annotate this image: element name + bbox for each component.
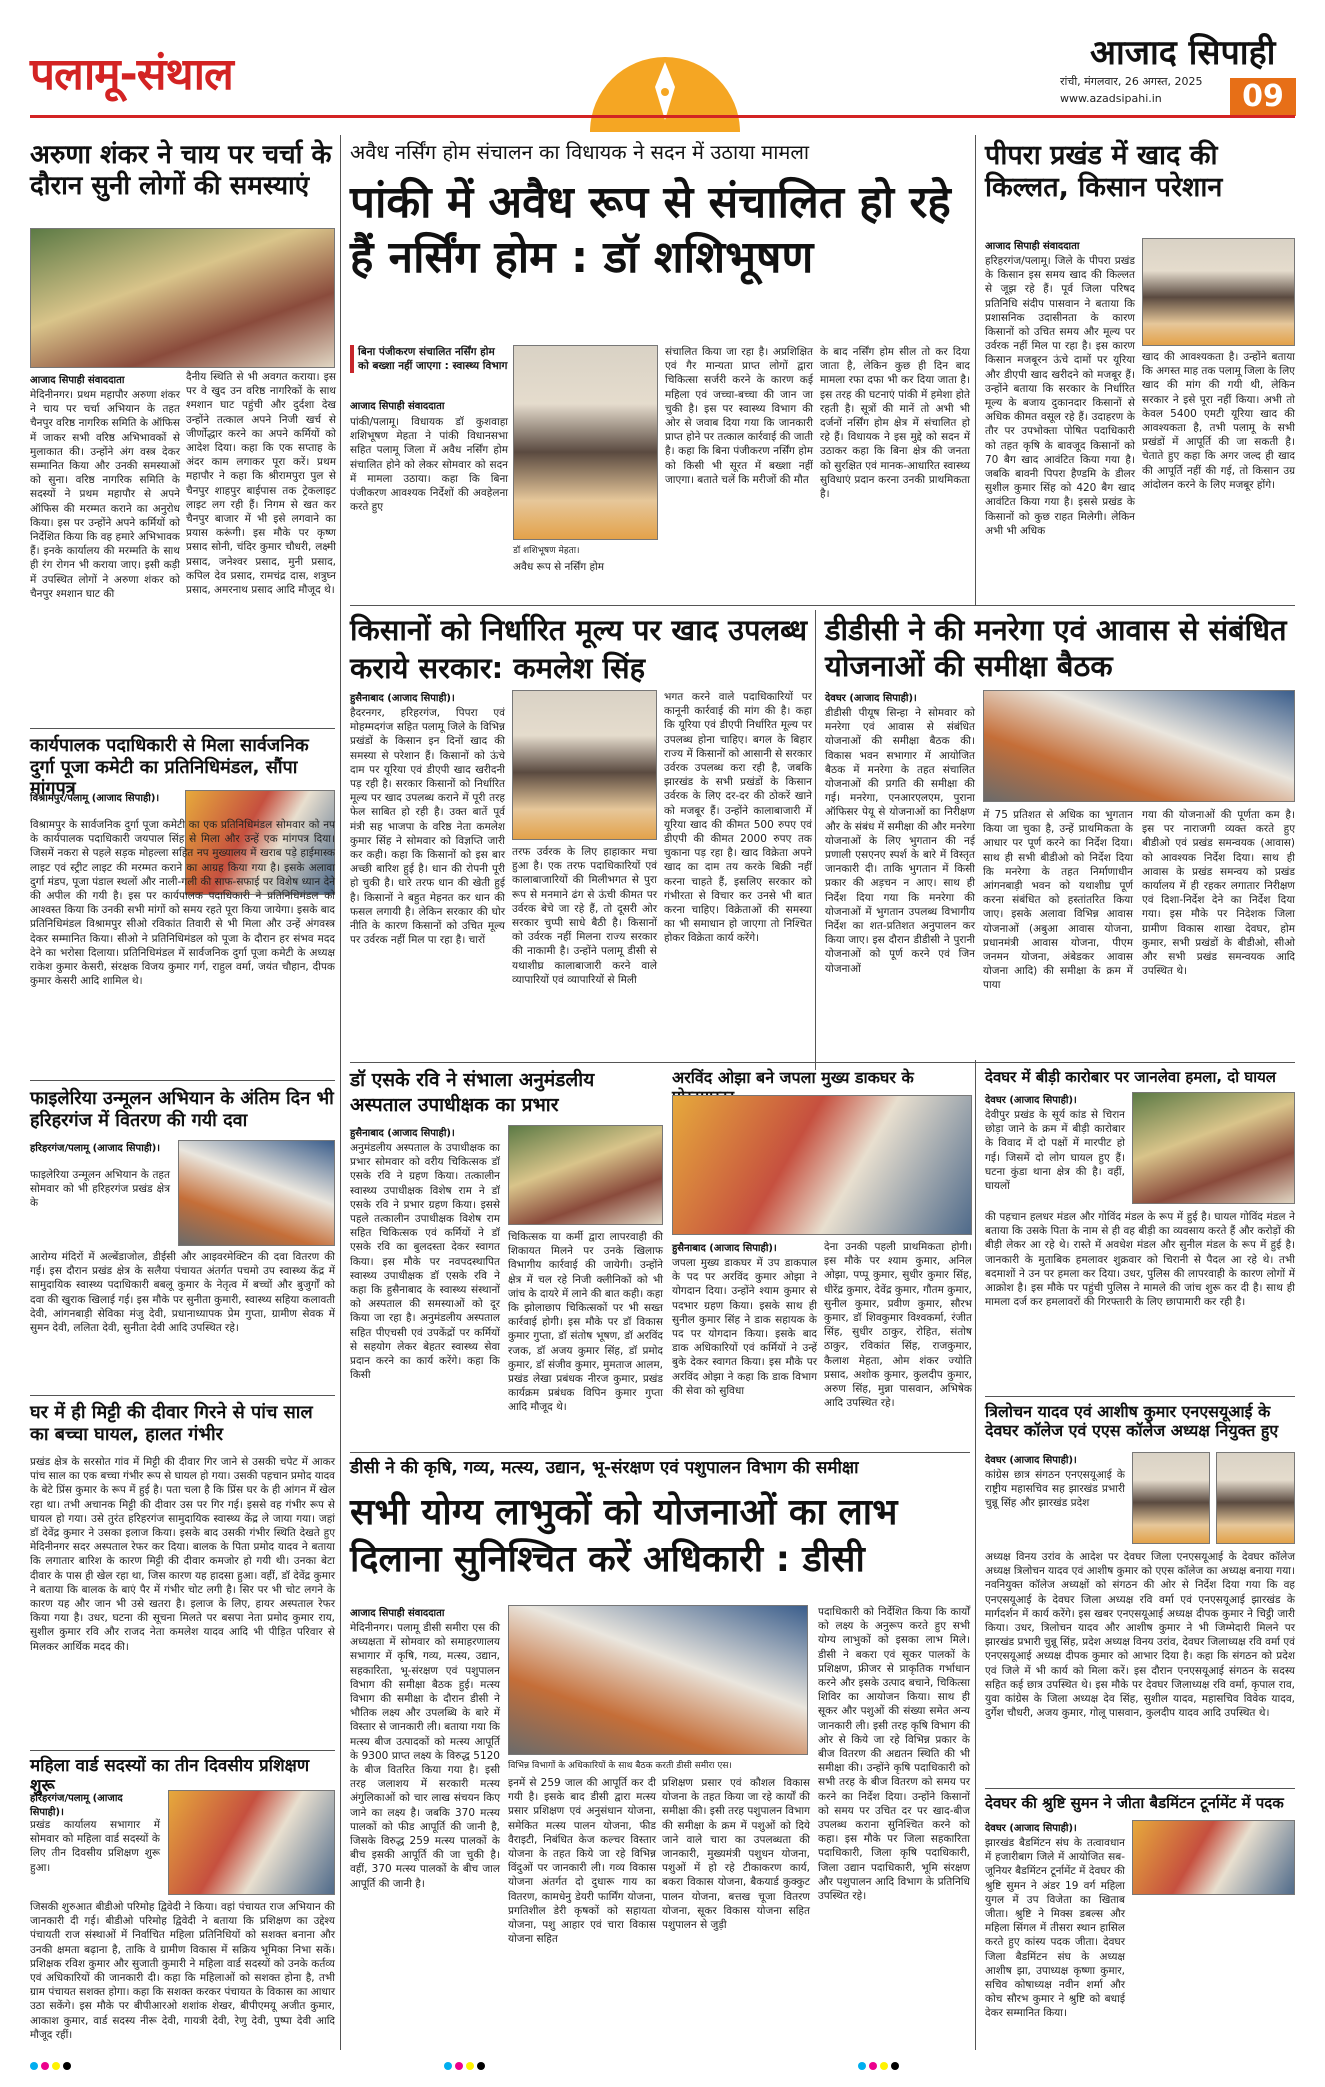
dateline: हरिहरगंज/पलामू (आजाद सिपाही)। (30, 1793, 123, 1818)
news-photo (508, 1125, 663, 1225)
dateline: हुसैनाबाद (आजाद सिपाही)। (672, 1243, 777, 1254)
article-body: दैनीय स्थिति से भी अवगत कराया। इस पर वे खुद उन वरिष्ठ नागरिकों के साथ श्मशान घाट पहुंची और दुर्दशा देख उन्होंने तत्काल अपने निजी खर्च से जीर्णोद्धार करने का अपने कर्मियों को आदेश दिया। कहा कि एक सप्ताह के अंदर काम लगाकर पूरा करें। प्रथम महापौर ने कहा कि श्रीरामपुरा पुल से चैनपुर शाहपुर बाईपास तक ट्रेकलाइट लाइट लग रही हैं। निगम से खत कर चैनपुर बाजार में भी इसे लगवाने का प्रयास करूंगी। इस मौके पर कृष्ण प्रसाद सोनी, चंदिर कुमार चौधरी, लक्ष्मी प्रसाद, जनेश्वर प्रसाद, मुनी प्रसाद, कपिल देव प्रसाद, रामचंद्र दास, शत्रुघ्न प्रसाद, अमरनाथ प्रसाद आदि मौजूद थे। (186, 371, 336, 597)
pull-quote: बिना पंजीकरण संचालित नर्सिंग होम को बख्शा नहीं जाएगा : स्वास्थ्य विभाग (350, 345, 508, 373)
article-body: तरफ उर्वरक के लिए हाहाकार मचा हुआ है। एक तरफ पदाधिकारियों एवं कालाबाजारियों की मिलीभगत से पुरा रूप से मनमाने ढंग से ऊंची कीमत पर उर्वरक बेचे जा रहे हैं, तो दूसरी ओर सरकार चुप्पी साधे बैठी है। किसानों को उर्वरक नहीं मिलना राज्य सरकार की नाकामी है। उन्होंने पलामू डीसी से यथाशीघ्र कालाबाजारी करने वाले व्यापारियों एवं व्यापारियों से मिली (512, 846, 657, 986)
headline: अरविंद ओझा बने जपला मुख्य डाकघर के (672, 1068, 914, 1087)
article-body: अवैध रूप से नर्सिंग होम (513, 561, 605, 573)
article-body: कांग्रेस छात्र संगठन एनएसयूआई के राष्ट्रीय महासचिव सह झारखंड प्रभारी चुन्नू सिंह और झारखंड प्रदेश (985, 1469, 1125, 1510)
article-body: विश्रामपुर के सार्वजनिक दुर्गा पूजा कमेटी का एक प्रतिनिधिमंडल सोमवार को नप के कार्यपालक पदाधिकारी जयपाल सिंह से मिला और उन्हें एक मांगपत्र दिया। जिसमें नकरा से पहले सड़क मोहल्ला सहित नप मुख्यालय में खराब पड़े हाईमास्क लाइट एवं स्ट्रीट लाइट की मरम्मत कराने का आग्रह किया गया है। इसके अलावा दुर्गा मंडप, पूजा पंडाल स्थलों और नाली-गली की साफ-सफाई पर विशेष ध्यान देने की अपील की गयी है। इस पर कार्यपालक पदाधिकारी ने प्रतिनिधिमंडल को आश्वस्त किया कि उनकी सभी मांगों को समय रहते पूरा किया जायेगा। इसके बाद प्रतिनिधिमंडल विश्रामपुर सीओ रविकांत तिवारी से भी मिला और उन्हें अंगवस्त्र देकर सम्मानित किया। सीओ ने प्रतिनिधिमंडल को पूजा के दौरान हर संभव मदद देने का भरोसा दिलाया। प्रतिनिधिमंडल में सार्वजनिक दुर्गा पूजा कमेटी के अध्यक्ष राकेश कुमार केसरी, संरक्षक विजय कुमार गर्ग, राहुल वर्मा, जयंत चौहान, दीपक कुमार केसरी आदि शामिल थे। (30, 819, 335, 988)
article-body: देना उनकी पहली प्राथमिकता होगी। इस मौके पर श्याम कुमार, अनिल ओझा, पप्पू कुमार, सुधीर कुमार सिंह, धीरेंद्र कुमार, देवेंद्र कुमार, गौतम कुमार, सुनील कुमार, प्रवीण कुमार, सौरभ कुमार, डॉ शिवकुमार विश्वकर्मा, रंजीत सिंह, सुधीर ठाकुर, रोहित, संतोष ठाकुर, रविकांत सिंह, राजकुमार, कैलाश मेहता, ओम शंकर ज्योति प्रसाद, अशोक कुमार, कुलदीप कुमार, अरुण सिंह, मुन्ना पासवान, अभिषेक आदि उपस्थित रहे। (824, 1241, 972, 1410)
paper-name: आजाद सिपाही (1090, 33, 1276, 73)
kicker: अवैध नर्सिंग होम संचालन का विधायक ने सदन में उठाया मामला (350, 140, 810, 164)
article-body: अध्यक्ष विनय उरांव के आदेश पर देवघर जिला एनएसयूआई के देवघर कॉलेज अध्यक्ष त्रिलोचन यादव एवं आशीष कुमार को एएस कॉलेज का अध्यक्ष बनाया गया। नवनियुक्त कॉलेज अध्यक्षों को संगठन की ओर से निर्देश दिया गया कि वह एनएसयूआई के देवघर जिला अध्यक्ष रवि वर्मा एवं एनएसयूआई झारखंड के मार्गदर्शन में कार्य करेंगे। इस खबर एनएसयूआई अध्यक्ष दीपक कुमार ने चिट्ठी जारी किया। उधर, त्रिलोचन यादव और आशीष कुमार ने भी जिम्मेदारी मिलने पर झारखंड प्रभारी चुन्नू सिंह, प्रदेश अध्यक्ष विनय उरांव, देवघर जिलाध्यक्ष रवि वर्मा एवं एनएसयूआई अध्यक्ष दीपक कुमार को आभार दिया है। कहा कि संगठन को प्रदेश एवं जिले में भी कार्य को मिला करें। इस दौरान एनएसयूआई संगठन के सदस्य सहित कई छात्र उपस्थित थे। इस मौके पर देवघर जिलाध्यक्ष रवि वर्मा, कृपाल राव, युवा कांग्रेस के जिला अध्यक्ष देव सिंह, सुशील यादव, महासचिव विवेक यादव, दुर्गेश चौधरी, अजय कुमार, गोलू पासवान, कुलदीप यादव आदि उपस्थित थे। (985, 1551, 1295, 1720)
headline: देवघर की श्रुष्टि सुमन ने जीता बैडमिंटन टूर्नामेंट में पदक (985, 1794, 1284, 1812)
article-body: की पहचान हलधर मंडल और गोविंद मंडल के रूप में हुई है। घायल गोविंद मंडल ने बताया कि उसके पिता के नाम से ही वह बीड़ी का व्यवसाय करते हैं और करोड़ों की बीड़ी लेकर आ रहे थे। रास्ते में अवधेश मंडल और सुनील मंडल के रूप में हुई है। जानकारी के मुताबिक हमलावर शुक्रवार को चिरानी से पैदल आ रहे थे। तभी बदमाशों ने उन पर हमला कर दिया। उधर, पुलिस की लापरवाही के कारण लोगों में आक्रोश है। इस मौके पर पहुंची पुलिस ने मामले की जांच शुरू कर दी है। साथ ही मामला दर्ज कर हमलावरों की गिरफ्तारी के लिए छापामारी कर रही है। (985, 1211, 1295, 1309)
portrait-photo (512, 690, 657, 840)
headline: अरुणा शंकर ने चाय पर चर्चा के दौरान सुनी लोगों की समस्याएं (30, 140, 332, 202)
kicker: डीसी ने की कृषि, गव्य, मत्स्य, उद्यान, भू-संरक्षण एवं पशुपालन विभाग की समीक्षा (350, 1458, 859, 1478)
news-photo (168, 1790, 335, 1895)
divider (985, 1788, 1295, 1789)
article-body: पदाधिकारी को निर्देशित किया कि कार्यों को लक्ष्य के अनुरूप करते हुए सभी योग्य लाभुकों को इसका लाभ मिले। डीसी ने बकरा एवं सूकर पालकों के प्रशिक्षण, फ्रीजर से प्राकृतिक गर्भाधान करने और इसके उत्पाद बचाने, चिकित्सा शिविर का आयोजन किया। साथ ही सूकर और पशुओं की संख्या समेत अन्य जानकारी ली। इसी तरह कृषि विभाग की ओर से किये जा रहे विभिन्न प्रकार के बीज वितरण की अद्यतन स्थिति की भी समीक्षा की। उन्होंने कृषि पदाधिकारी को सभी तरह के बीज वितरण को समय पर करने का निर्देश दिया। उन्होंने किसानों को समय पर उचित दर पर खाद-बीज उपलब्ध कराना सुनिश्चित करने को कहा। इस मौके पर जिला सहकारिता पदाधिकारी, जिला कृषि पदाधिकारी, जिला उद्यान पदाधिकारी, भूमि संरक्षण और पशुपालन आदि विभाग के प्रतिनिधि उपस्थित रहे। (818, 1606, 970, 1903)
news-photo (30, 228, 335, 368)
newspaper-logo-icon (580, 42, 750, 132)
headline: पीपरा प्रखंड में खाद की किल्लत, किसान परेशान (985, 140, 1223, 204)
paper-date: रांची, मंगलवार, 26 अगस्त, 2025 (1060, 75, 1203, 88)
article-body: मेदिनीनगर। पलामू डीसी समीरा एस की अध्यक्षता में सोमवार को समाहरणालय सभागार में कृषि, गव्य, मत्स्य, उद्यान, सहकारिता, भू-संरक्षण एवं पशुपालन विभाग की समीक्षा बैठक हुई। मत्स्य विभाग की समीक्षा के दौरान डीसी ने भौतिक लक्ष्य और उपलब्धि के बारे में विस्तार से जानकारी ली। बताया गया कि मत्स्य बीज उत्पादकों को मत्स्य आपूर्ति के 9300 प्राप्त लक्ष्य के विरुद्ध 5120 के बीज वितरित किया गया है। इसी तरह जलाशय में सरकारी मत्स्य अंगुलिकाओं को चार लाख संचयन किए जाने का लक्ष्य है। जबकि 370 मत्स्य पालकों को फीड आपूर्ति की जानी है, जिसके विरुद्ध 259 मत्स्य पालकों के बीच इसकी आपूर्ति की जा चुकी है। वहीं, 370 मत्स्य पालकों के बीच जाल आपूर्ति की जानी है। (350, 1622, 500, 1890)
divider (30, 1750, 335, 1751)
color-registration-marks (30, 2055, 1295, 2065)
article-body: गया की योजनाओं की पूर्णता कम है। इस पर नाराजगी व्यक्त करते हुए बीडीओ एवं प्रखंड समन्वयक (आवास) को आवश्यक निर्देश दिया। साथ ही आवास के प्रखंड समन्वय को प्रखंड कार्यालय में ही रहकर लगातार निरीक्षण एवं दिशा-निर्देश देने का निर्देश दिया गया। इस मौके पर निदेशक जिला ग्रामीण विकास शाखा देवघर, होम कुमार, सभी प्रखंडों के बीडीओ, सीओ और सभी प्रखंड समन्वयक आदि उपस्थित थे। (1142, 809, 1295, 978)
headline: महिला वार्ड सदस्यों का तीन दिवसीय प्रशिक्षण शुरू (30, 1756, 310, 1797)
page-number: 09 (1230, 78, 1296, 116)
article-body: प्रशिक्षण प्रसार एवं कौशल विकास योजना के तहत किया जा रहे कार्यों की समीक्षा की। इसी तरह पशुपालन विभाग की समीक्षा के क्रम में पशुओं को दिये जाने वाले चारा का उपलब्धता की जानकारी, मुख्यमंत्री पशुधन योजना, पशुओं में हो रहे टीकाकरण कार्य, बकरा विकास योजना, बैकयार्ड कुक्कुट पालन योजना, बत्तख चूजा वितरण योजना, सूकर विकास योजना सहित पशुपालन से जुड़ी (662, 1777, 810, 1932)
headline: देवघर में बीड़ी कारोबार पर जानलेवा हमला, दो घायल (985, 1068, 1276, 1086)
column-divider (340, 135, 341, 2050)
article-body: डीडीसी पीयूष सिन्हा ने सोमवार को मनरेगा एवं आवास से संबंधित योजनाओं की समीक्षा बैठक की। विकास भवन सभागार में आयोजित बैठक में मनरेगा के तहत संचालित योजनाओं की प्रगति की समीक्षा की गई। मनरेगा, एनआरएलएम, पुराना ऑफिसर पेयू से योजनाओं का निरीक्षण और के संबंध में समीक्षा की और मनरेगा योजनाओं के लिए भुगतान की नई प्रणाली एसएनए स्पर्श के बारे में विस्तृत जानकारी दी। ताकि भुगतान में किसी प्रकार की अड़चन न आए। साथ ही निर्देश दिया गया कि मनरेगा की योजनाओं में भुगतान उपलब्ध विभागीय निर्देश का शत-प्रतिशत अनुपालन कर किया जाए। इस दौरान डीडीसी ने पुरानी योजनाओं को पूर्ण करने एवं जिन योजनाओं (825, 707, 975, 975)
headline: डीडीसी ने की मनरेगा एवं आवास से संबंधित योजनाओं की समीक्षा बैठक (825, 613, 1287, 684)
article-body: संचालित किया जा रहा है। अप्रशिक्षित एवं गैर मान्यता प्राप्त लोगों द्वारा चिकित्सा सर्जरी करने के कारण कई महिला एवं जच्चा-बच्चा की जान जा चुकी है। इस पर स्वास्थ्य विभाग की ओर से जवाब दिया गया कि जानकारी प्राप्त होने पर तत्काल कार्रवाई की जाती है। कहा कि बिना पंजीकरण नर्सिंग होम को किसी भी सूरत में बख्शा नहीं जाएगा। बताते चलें कि मरीजों की मौत (665, 346, 813, 486)
article-body: भगत करने वाले पदाधिकारियों पर कानूनी कार्रवाई की मांग की है। कहा कि यूरिया एवं डीएपी निर्धारित मूल्य पर उपलब्ध होना चाहिए। बगल के बिहार राज्य में किसानों को आसानी से सरकार उर्वरक उपलब्ध करा रही है, जबकि झारखंड के सभी प्रखंडों के किसान उर्वरक के लिए दर-दर की ठोकरें खाने को मजबूर हैं। उन्होंने कालाबाजारी में यूरिया खाद की कीमत 500 रुपए एवं डीएपी की कीमत 2000 रुपए तक चुकाना पड़ रहा है। खाद विक्रेता अपने खाद का दाम तय करके बिक्री नहीं करना चाहते हैं, इसलिए सरकार को गंभीरता से विचार कर उनसे भी बात करना चाहिए। विक्रेताओं की समस्या का भी समाधान हो जाएगा तो निश्चित होकर विक्रेता कार्य करेंगे। (664, 691, 813, 945)
article-body: झारखंड बैडमिंटन संघ के तत्वावधान में हजारीबाग जिले में आयोजित सब-जूनियर बैडमिंटन टूर्नामेंट में देवघर की श्रुष्टि सुमन ने अंडर 19 वर्ग महिला युगल में उप विजेता का खिताब जीता। श्रुष्टि ने मिक्स डबल्स और महिला सिंगल में तीसरा स्थान हासिल करते हुए कांस्य पदक जीता। देवघर जिला बैडमिंटन संघ के अध्यक्ष आशीष झा, उपाध्यक्ष कृष्णा कुमार, सचिव कोषाध्यक्ष नवीन शर्मा और कोच सौरभ कुमार ने श्रुष्टि को बधाई देकर सम्मानित किया। (985, 1837, 1125, 2020)
article-body: आरोग्य मंदिरों में अल्बेंडाजोल, डीईसी और आइवरमेक्टिन की दवा वितरण की गई। इस दौरान प्रखंड क्षेत्र के सलैया पंचायत अंतर्गत पचमो उप स्वास्थ्य केंद्र में सामुदायिक स्वास्थ्य पदाधिकारी बबलू कुमार के नेतृत्व में बच्चों और बुजुर्गों को दवा की खुराक खिलाई गई। इस मौके पर सुनीता कुमारी, स्वास्थ्य सहिया कलावती देवी, आंगनबाड़ी सेविका मंजु देवी, प्रधानाध्यापक प्रेम गुप्ता, ग्रामीण सेवक में सुमन देवी, ललिता देवी, सुनीता देवी आदि उपस्थित रहे। (30, 1251, 335, 1335)
paper-url: www.azadsipahi.in (1060, 92, 1162, 105)
article-body: जपला मुख्य डाकघर में उप डाकपाल के पद पर अरविंद कुमार ओझा ने योगदान दिया। उन्होंने श्याम कुमार से पदभार ग्रहण किया। इसके साथ ही सुनील कुमार सिंह ने डाक सहायक के पद पर योगदान किया। इसके बाद डाक अधिकारियों एवं कर्मियों ने उन्हें बुके देकर स्वागत किया। इस मौके पर अरविंद ओझा ने कहा कि डाक विभाग की सेवा को सुविधा (672, 1257, 817, 1397)
byline: आजाद सिपाही संवाददाता (350, 401, 445, 412)
divider (30, 1080, 335, 1081)
dateline: देवघर (आजाद सिपाही)। (985, 1095, 1077, 1106)
portrait-photo (1216, 1452, 1295, 1544)
news-photo (1132, 1820, 1295, 1895)
photo-caption: डॉ शशिभूषण मेहता। (513, 546, 580, 556)
dateline: हुसैनाबाद (आजाद सिपाही)। (350, 1128, 455, 1139)
headline: घर में ही मिट्टी की दीवार गिरने से पांच साल का बच्चा घायल, हालत गंभीर (30, 1402, 313, 1445)
headline: कार्यपालक पदाधिकारी से मिला सार्वजनिक दुर्गा पूजा कमेटी का प्रतिनिधिमंडल, सौंपा मांगपत्र (30, 735, 309, 800)
article-body: खाद की आवश्यकता है। उन्होंने बताया कि अगस्त माह तक पलामू जिला के लिए खाद की मांग की गयी थी, लेकिन सरकार ने इसे पूरा नहीं किया। अभी तो केवल 5400 एमटी यूरिया खाद की आवश्यकता है, तभी पलामू के सभी प्रखंडों में आपूर्ति की जा सकती है। चेताते हुए कहा कि अगर जल्द ही खाद की आपूर्ति नहीं की गई, तो किसान उग्र आंदोलन करने के लिए मजबूर होंगे। (1142, 351, 1295, 491)
article-body: देवीपुर प्रखंड के सूर्य कांड से चिरान छोड़ा जाने के क्रम में बीड़ी कारोबार के विवाद में दो पक्षों में मारपीट हो गई। जिसमें दो लोग घायल हुए हैं। घटना कुंडा थाना क्षेत्र की है। वहीं, घायलों (985, 1109, 1125, 1193)
divider (30, 728, 335, 729)
headline: त्रिलोचन यादव एवं आशीष कुमार एनएसयूआई के देवघर कॉलेज एवं एएस कॉलेज अध्यक्ष नियुक्त हुए (985, 1402, 1279, 1441)
portrait-photo (1132, 1452, 1210, 1544)
article-body: प्रखंड कार्यालय सभागार में सोमवार को महिला वार्ड सदस्यों के लिए तीन दिवसीय प्रशिक्षण शुरू हुआ। (30, 1819, 160, 1874)
column-divider (815, 610, 816, 1070)
section-title: पलामू-संथाल (30, 49, 233, 100)
headline: डॉ एसके रवि ने संभाला अनुमंडलीय अस्पताल उपाधीक्षक का प्रभार (350, 1069, 595, 1116)
divider (350, 1062, 1295, 1063)
divider (350, 1452, 970, 1453)
article-body: में 75 प्रतिशत से अधिक का भुगतान किया जा चुका है, उन्हें प्राथमिकता के आधार पर पूर्ण करने का निर्देश दिया। साथ ही सभी बीडीओ को निर्देश दिया कि मनरेगा के तहत निर्माणाधीन आंगनबाड़ी भवन को यथाशीघ्र पूर्ण करना संबंधित को हस्तांतरित किया जाए। इसके अलावा विभिन्न आवास योजनाओं (अबुआ आवास योजना, प्रधानमंत्री आवास योजना, पीएम जनमन योजना, अंबेडकर आवास योजना आदि) की समीक्षा के क्रम में पाया (983, 809, 1133, 992)
column-divider (975, 1060, 976, 2050)
article-body: हरिहरगंज/पलामू। जिले के पीपरा प्रखंड के किसान इस समय खाद की किल्लत से जूझ रहे हैं। पूर्व जिला परिषद प्रतिनिधि संदीप पासवान ने बताया कि प्रशासनिक उदासीनता के कारण किसानों को उचित समय और मूल्य पर उर्वरक नहीं मिल पा रहा है। इस कारण किसान मजबूरन ऊंचे दामों पर यूरिया और डीएपी खाद खरीदने को मजबूर हैं। उन्होंने बताया कि सरकार के निर्धारित मूल्य के बजाय दुकानदार किसानों से अधिक कीमत वसूल रहे हैं। उदाहरण के तौर पर उपभोक्ता पोषित पदाधिकारी को तहत कृषि के बावजूद किसानों को 70 बैग खाद आवंटित किया गया है। जबकि बावनी पिपरा हैण्डमि के डीलर सुशील कुमार सिंह को 420 बैग खाद आवंटित किया गया है। इससे प्रखंड के किसानों को कुछ राहत मिलेगी। लेकिन अभी भी अधिक (985, 255, 1135, 537)
dateline: विश्रामपुर/पलामू (आजाद सिपाही)। (30, 793, 160, 804)
headline: फाइलेरिया उन्मूलन अभियान के अंतिम दिन भी हरिहरगंज में वितरण की गयी दवा (30, 1088, 334, 1131)
dateline: देवघर (आजाद सिपाही)। (985, 1455, 1077, 1466)
dateline: हुसैनाबाद (आजाद सिपाही)। (350, 693, 455, 704)
article-body: अनुमंडलीय अस्पताल के उपाधीक्षक का प्रभार सोमवार को वरीय चिकित्सक डॉ एसके रवि ने ग्रहण किया। तत्कालीन स्वास्थ्य उपाधीक्षक विशेष राम ने डॉ एसके रवि ने प्रभार ग्रहण किया। इससे पहले तत्कालीन उपाधीक्षक विशेष राम सहित चिकित्सक एवं कर्मियों ने डॉ एसके रवि का बुलदस्ता देकर स्वागत किया। इस मौके पर नवपदस्थापित स्वास्थ्य उपाधीक्षक डॉ एसके रवि ने कहा कि हुसैनाबाद के स्वास्थ्य संस्थानों को अस्पताल की समस्याओं को दूर किया जा रहा है। अनुमंडलीय अस्पताल सहित पीएचसी एवं उपकेंद्रों पर कर्मियों से सहयोग लेकर बेहतर स्वास्थ्य सेवा प्रदान करने का कार्य करेंगे। कहा कि किसी (350, 1142, 500, 1382)
article-body: प्रखंड क्षेत्र के सरसोत गांव में मिट्टी की दीवार गिर जाने से उसकी चपेट में आकर पांच साल का एक बच्चा गंभीर रूप से घायल हो गया। उसकी पहचान प्रमोद यादव के बेटे प्रिंस कुमार के रूप में हुई है। पता चला है कि प्रिंस घर के ही आंगन में खेल रहा था। तभी अचानक मिट्टी की दीवार उस पर गिर गई। इससे वह गंभीर रूप से घायल हो गया। उसे तुरंत हरिहरगंज सामुदायिक स्वास्थ्य केंद्र ले जाया गया। जहां डॉ देवेंद्र कुमार ने उसका इलाज किया। इसके बाद उसकी गंभीर स्थिति देखते हुए मेदिनीनगर सदर अस्पताल रेफर कर दिया। बालक के पिता प्रमोद यादव ने बताया कि लगातार बारिश के कारण मिट्टी की दीवार कमजोर हो गयी थी। उनका बेटा दीवार के पास ही खेल रहा था, जिस कारण यह हादसा हुआ। वहीं, डॉ देवेंद्र कुमार ने बताया कि बालक के बाएं पैर में गंभीर चोट लगी है। सिर पर भी चोट लगने के कारण यह और जान भी उसे खतरा है। इलाज के लिए, हायर अस्पताल रेफर किया गया है। उधर, घटना की सूचना मिलते पर बसपा नेता प्रमोद कुमार राय, सुशील कुमार रवि और राजद नेता कमलेश यादव आदि भी पीड़ित परिवार से मिलकर आर्थिक मदद की। (30, 1456, 335, 1653)
portrait-photo (513, 345, 658, 540)
column-divider (975, 135, 976, 605)
portrait-photo (1142, 238, 1295, 346)
byline: आजाद सिपाही संवाददाता (30, 375, 125, 386)
news-photo (508, 1605, 808, 1755)
photo-caption: विभिन्न विभागों के अधिकारियों के साथ बैठक करती डीसी समीरा एस। (508, 1761, 732, 1771)
divider (30, 1395, 335, 1396)
news-photo (983, 690, 1295, 802)
dateline: देवघर (आजाद सिपाही)। (825, 693, 917, 704)
headline: किसानों को निर्धारित मूल्य पर खाद उपलब्ध कराये सरकार: कमलेश सिंह (350, 613, 808, 685)
article-body: इनमें से 259 जाल की आपूर्ति कर दी गयी है। इसके बाद डीसी द्वारा मत्स्य प्रसार प्रशिक्षण एवं अनुसंधान योजना, समेकित मत्स्य पालन योजना, फीड वैराइटी, निबंधित केज कल्चर विस्तार योजना के तहत किये जा रहे विभिन्न विंदुओं पर जानकारी ली। गव्य विकास योजना अंतर्गत दो दुधारू गाय का वितरण, कामधेनु डेयरी फार्मिंग योजना, प्रगतिशील डेरी कृषकों को सहायता योजना, पशु आहार एवं चारा विकास योजना सहित (508, 1777, 656, 1946)
article-body: हैदरनगर, हरिहरगंज, पिपरा एवं मोहम्मदगंज सहित पलामू जिले के विभिन्न प्रखंडों के किसान इन दिनों खाद की समस्या से परेशान हैं। किसानों को ऊंचे दाम पर यूरिया एवं डीएपी खाद खरीदनी पड़ रही है। सरकार किसानों को निर्धारित मूल्य पर खाद उपलब्ध कराने में पूरी तरह फेल साबित हो रही है। उक्त बातें पूर्व मंत्री सह भाजपा के वरिष्ठ नेता कमलेश कुमार सिंह ने सोमवार को विज्ञप्ति जारी कर कही। कहा कि किसानों को इस बार अच्छी बारिश हुई है। धान की रोपनी पूरी हो चुकी है। धारे तरफ धान की खेती हुई है। किसानों ने बहुत मेहनत कर धान की फसल लगायी है। लेकिन सरकार की घोर नीति के कारण किसानों को उचित मूल्य पर उर्वरक नहीं मिल पा रहा है। चारों (350, 707, 505, 947)
masthead-rule (30, 115, 1295, 118)
article-body: चिकित्सक या कर्मी द्वारा लापरवाही की शिकायत मिलने पर उनके खिलाफ विभागीय कार्रवाई की जायेगी। उन्होंने क्षेत्र में चल रहे निजी क्लीनिकों को भी जांच के दायरे में लाने की बात कही। कहा कि झोलाछाप चिकित्सकों पर भी सख्त कार्रवाई होगी। इस मौके पर डॉ विकास कुमार गुप्ता, डॉ संतोष भूषण, डॉ अरविंद रजक, डॉ अजय कुमार सिंह, डॉ प्रमोद कुमार, डॉ संजीव कुमार, मुमताज आलम, प्रखंड लेखा प्रबंधक नीरज कुमार, प्रखंड कार्यक्रम प्रबंधक विपिन कुमार गुप्ता आदि मौजूद थे। (508, 1231, 663, 1414)
dateline: हरिहरगंज/पलामू (आजाद सिपाही)। (30, 1143, 161, 1154)
divider (350, 605, 1295, 606)
byline: आजाद सिपाही संवाददाता (350, 1608, 445, 1619)
news-photo (672, 1095, 972, 1235)
article-body: मेदिनीनगर। प्रथम महापौर अरुणा शंकर ने चाय पर चर्चा अभियान के तहत चैनपुर वरिष्ठ नागरिक समिति के ऑफिस में जाकर सभी वरिष्ठ अभिभावकों से मुलाकात की। उन्होंने अंग वस्त्र देकर सम्मानित किया और उनकी समस्याओं को सुना। वरिष्ठ नागरिक समिति के सदस्यों ने प्रथम महापौर से अपने ऑफिस की मरम्मत कराने का अनुरोध किया। इस पर उन्होंने अपने कर्मियों को निर्देशित किया कि वह हमारे अभिभावक हैं। इनके कार्यालय की मरम्मति के साथ ही रंग रोगन भी कराया जाए। इसी कड़ी में उपस्थित लोगों ने अरुणा शंकर को चैनपुर श्मशान घाट की (30, 389, 180, 600)
article-body: पांकी/पलामू। विधायक डॉ कुशवाहा शशिभूषण मेहता ने पांकी विधानसभा सहित पलामू जिला में अवैध नर्सिंग होम संचालित होने को लेकर सोमवार को सदन में मामला उठाया। कहा कि बिना पंजीकरण आवश्यक निर्देशों की अवहेलना करते हुए (350, 416, 508, 514)
divider (985, 1396, 1295, 1397)
news-photo (178, 1140, 335, 1246)
byline: आजाद सिपाही संवाददाता (985, 241, 1080, 252)
article-body: जिसकी शुरुआत बीडीओ परिमोह द्विवेदी ने किया। वहां पंचायत राज अभियान की जानकारी दी गई। बीडीओ परिमोह द्विवेदी ने बताया कि प्रशिक्षण का उद्देश्य पंचायती राज संस्थाओं में निर्वाचित महिला प्रतिनिधियों को सशक्त बनाना और उनकी क्षमता बढ़ाना है, ताकि वे ग्रामीण विकास में सक्रिय भूमिका निभा सकें। प्रशिक्षक रविश कुमार और सुजाती कुमारी ने महिला वार्ड सदस्यों को उनके कर्तव्य एवं अधिकारियों की जानकारी दी। कहा कि महिलाओं को सशक्त होना है, तभी ग्राम पंचायत सशक्त होगा। कहा कि सशक्त करकर पंचायत के विकास का आधार उठा सकेंगे। इस मौके पर बीपीआरओ शशांक शेखर, बीपीएमयू अजीत कुमार, आकाश कुमार, वार्ड सदस्य नीरू देवी, गायत्री देवी, रेणु देवी, पुष्पा देवी आदि मौजूद रहीं। (30, 1901, 335, 2041)
article-body: फाइलेरिया उन्मूलन अभियान के तहत सोमवार को भी हरिहरगंज प्रखंड क्षेत्र के (30, 1169, 170, 1210)
headline: सभी योग्य लाभुकों को योजनाओं का लाभ दिलाना सुनिश्चित करें अधिकारी : डीसी (350, 1492, 898, 1580)
headline: पांकी में अवैध रूप से संचालित हो रहे हैं नर्सिंग होम : डॉ शशिभूषण (350, 177, 951, 283)
news-photo (1132, 1092, 1295, 1204)
dateline: देवघर (आजाद सिपाही)। (985, 1823, 1077, 1834)
article-body: के बाद नर्सिंग होम सील तो कर दिया जाता है, लेकिन कुछ ही दिन बाद मामला रफा दफा भी कर दिया जाता है। इस तरह की घटनाएं पांकी में हमेशा होते रहती है। सूत्रों की मानें तो अभी भी दर्जनों नर्सिंग होम क्षेत्र में संचालित हो रहे हैं। विधायक ने इस मुद्दे को सदन में उठाकर कहा कि बिना क्षेत्र की जनता को सुरक्षित एवं मानक-आधारित स्वास्थ्य सुविधाएं प्रदान करना उनकी प्राथमिकता है। (820, 346, 970, 501)
